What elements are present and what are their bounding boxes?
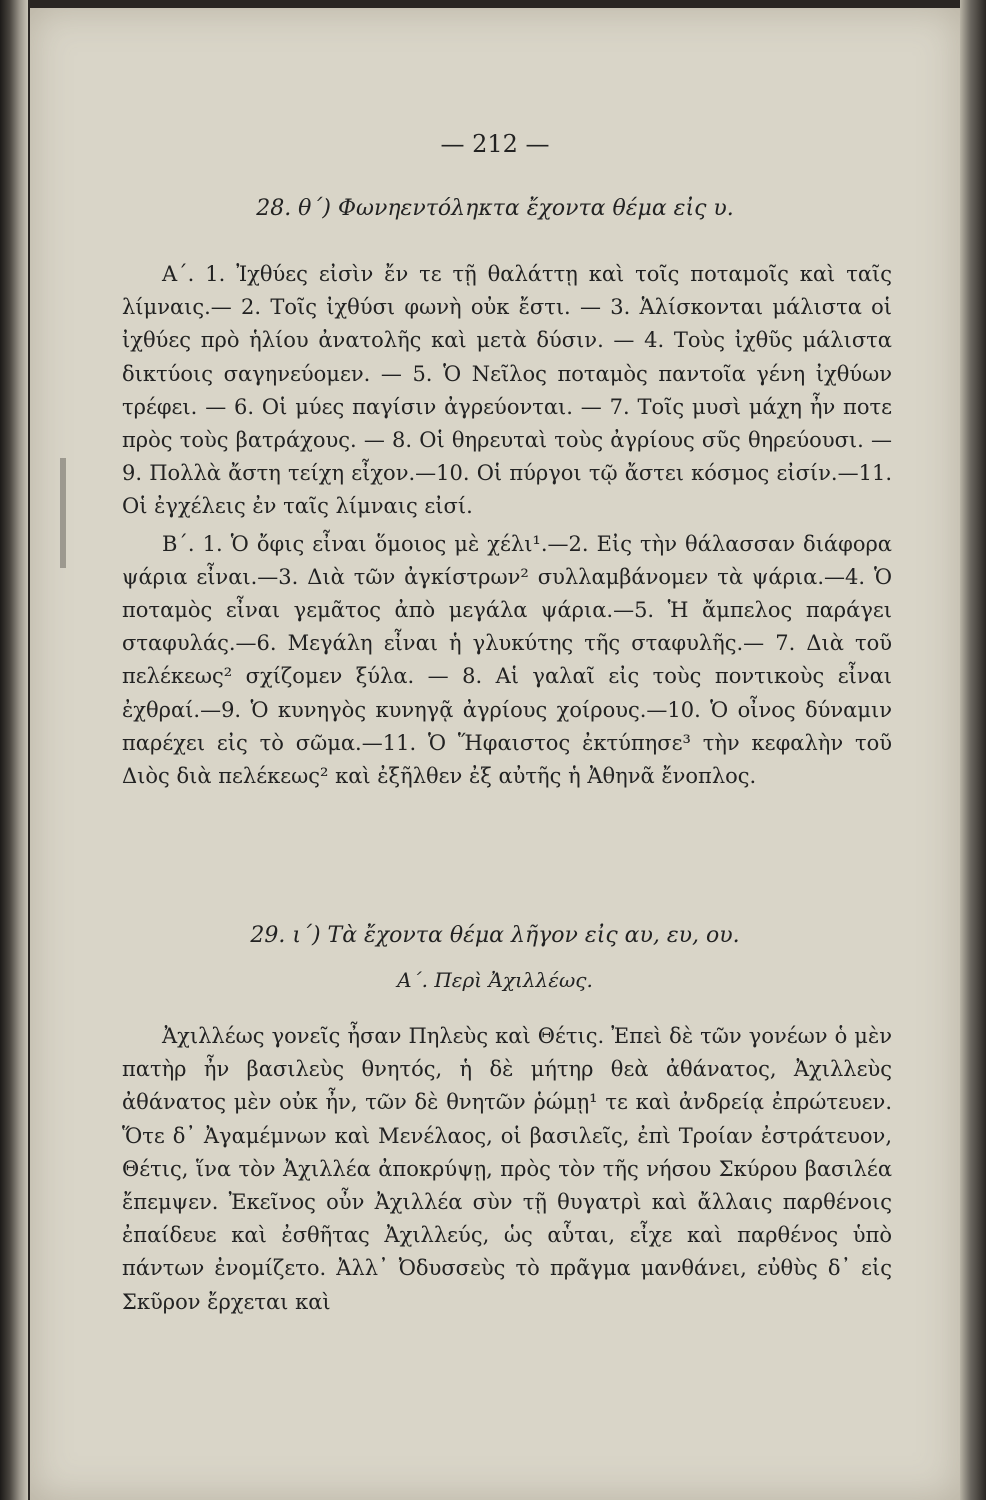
achilles-paragraph: Ἀχιλλέως γονεῖς ἦσαν Πηλεὺς καὶ Θέτις. Ἐπεὶ δὲ τῶν γονέων ὁ μὲν πατὴρ ἦν βασιλεὺς θνητός, ἡ δὲ μήτηρ θεὰ ἀθάνατος, Ἀχιλλεὺς ἀθάνατος μὲν οὐκ ἦν, τῶν δὲ θνητῶν ῥώμῃ¹ τε καὶ ἀνδρείᾳ ἐπρώτευεν. Ὅτε δ᾽ Ἀγαμέμνων καὶ Μενέλαος, οἱ βασιλεῖς, ἐπὶ Τροίαν ἐστράτευον, Θέτις, ἵνα τὸν Ἀχιλλέα ἀποκρύψῃ, πρὸς τὸν τῆς νήσου Σκύρου βασιλέα ἔπεμψεν. Ἐκεῖνος οὖν Ἀχιλλέα σὺν τῇ θυγατρὶ καὶ ἄλλαις παρθένοις ἐπαίδευε καὶ ἐσθῆτας Ἀχιλλεύς, ὡς αὗται, εἶχε καὶ παρθένος ὑπὸ πάντων ἐνομίζετο. Ἀλλ᾽ Ὀδυσσεὺς τὸ πρᾶγμα μανθάνει, εὐθὺς δ᾽ εἰς Σκῦρον ἔρχεται καὶ [122,1024,892,1314]
page-number: — 212 — [440,130,550,158]
section-heading-29: 29. ι΄) Τὰ ἔχοντα θέμα λῆγον εἰς αυ, ευ, ου. [250,923,740,948]
section-29-subheading: Α΄. Περὶ Ἀχιλλέως. [397,968,593,992]
section-29-body [122,1020,892,1319]
section-heading-28: 28. θ΄) Φωνηεντόληκτα ἔχοντα θέμα εἰς υ. [256,196,734,221]
exercise-a-paragraph: Α΄. 1. Ἰχθύες εἰσὶν ἔν τε τῇ θαλάττῃ καὶ τοῖς ποταμοῖς καὶ ταῖς λίμναις.— 2. Τοῖς ἰχθύσι φωνὴ οὐκ ἔστι. — 3. Ἁλίσκονται μάλιστα οἱ ἰχθύες πρὸ ἡλίου ἀνατολῆς καὶ μετὰ δύσιν. — 4. Τοὺς ἰχθῦς μάλιστα δικτύοις σαγηνεύομεν. — 5. Ὁ Νεῖλος ποταμὸς παντοῖα γένη ἰχθύων τρέφει. — 6. Οἱ μύες παγίσιν ἀγρεύονται. — 7. Τοῖς μυσὶ μάχη ἦν ποτε πρὸς τοὺς βατράχους. — 8. Οἱ θηρευταὶ τοὺς ἀγρίους σῦς θηρεύουσι. — 9. Πολλὰ ἄστη τείχη εἶχον.—10. Οἱ πύργοι τῷ ἄστει κόσμος εἰσίν.—11. Οἱ ἐγχέλεις ἐν ταῖς λίμναις εἰσί. [122,262,892,519]
section-28-body [122,258,892,793]
scan-artifact [60,458,66,568]
book-page [30,8,960,1500]
facing-page-edge [960,0,986,1500]
binding-gutter [0,0,28,1500]
exercise-b-paragraph: Β΄. 1. Ὁ ὄφις εἶναι ὅμοιος μὲ χέλι¹.—2. Εἰς τὴν θάλασσαν διάφορα ψάρια εἶναι.—3. Διὰ τῶν ἀγκίστρων² συλλαμβάνομεν τὰ ψάρια.—4. Ὁ ποταμὸς εἶναι γεμᾶτος ἀπὸ μεγάλα ψάρια.—5. Ἡ ἄμπελος παράγει σταφυλάς.—6. Μεγάλη εἶναι ἡ γλυκύτης τῆς σταφυλῆς.— 7. Διὰ τοῦ πελέκεως² σχίζομεν ξύλα. — 8. Αἱ γαλαῖ εἰς τοὺς ποντικοὺς εἶναι ἐχθραί.—9. Ὁ κυνηγὸς κυνηγᾷ ἀγρίους χοίρους.—10. Ὁ οἶνος δύναμιν παρέχει εἰς τὸ σῶμα.—11. Ὁ Ἥφαιστος ἐκτύπησε³ τὴν κεφαλὴν τοῦ Διὸς διὰ πελέκεως² καὶ ἐξῆλθεν ἐξ αὐτῆς ἡ Ἀθηνᾶ ἔνοπλος. [122,531,892,789]
